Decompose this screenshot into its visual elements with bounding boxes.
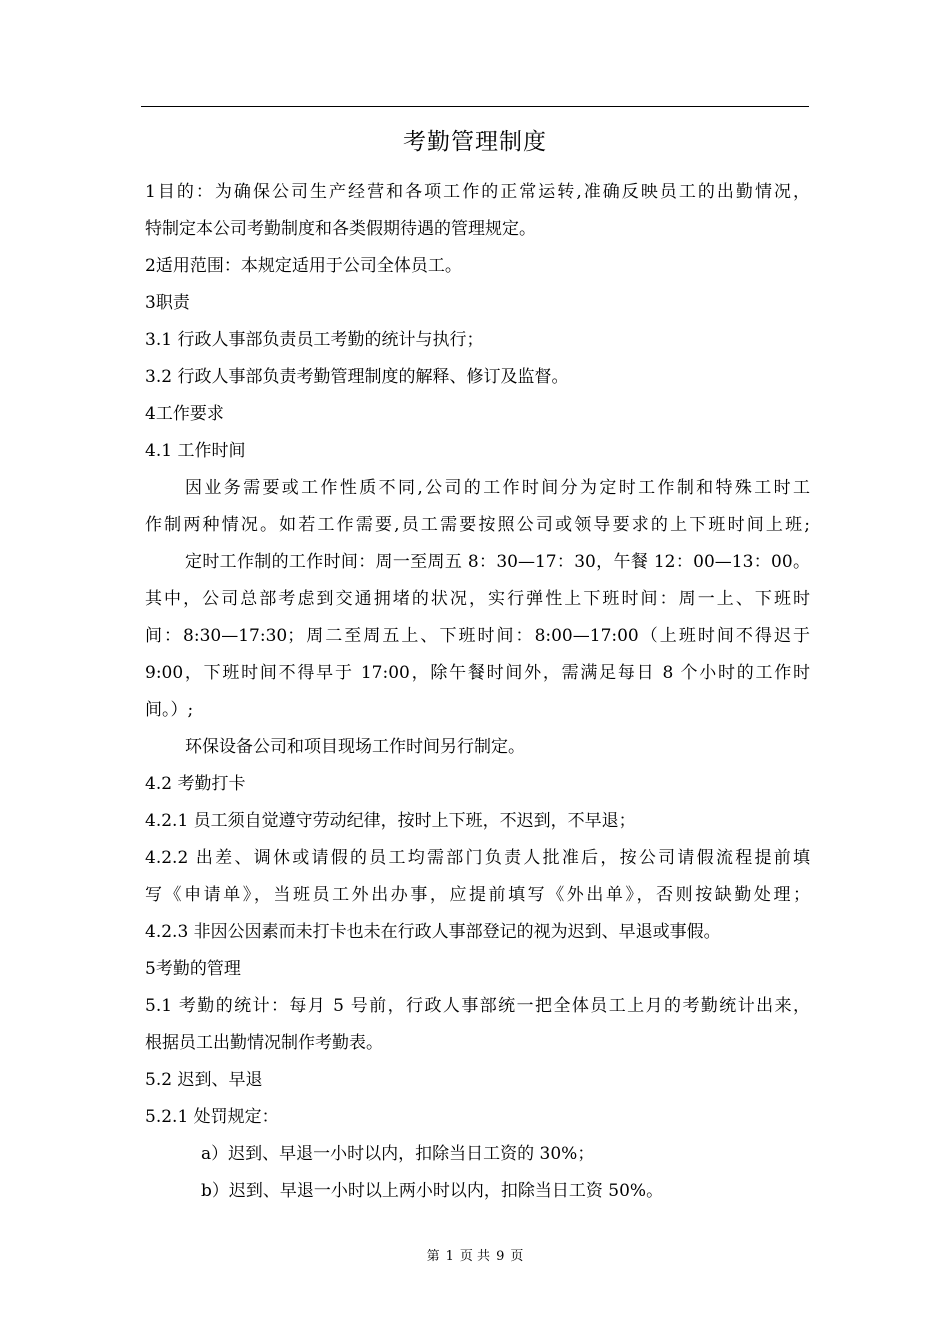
paragraph-line: 根据员工出勤情况制作考勤表。 (145, 1033, 383, 1053)
paragraph-line: 3.1 行政人事部负责员工考勤的统计与执行； (145, 330, 484, 350)
list-item: b）迟到、早退一小时以上两小时以内，扣除当日工资 50%。 (201, 1181, 664, 1201)
paragraph-line: 间：8:30—17:30；周二至周五上、下班时间：8:00—17:00（上班时间不得迟于 (145, 626, 810, 646)
section-heading: 4工作要求 (145, 404, 224, 424)
paragraph-line: 4.2.1 员工须自觉遵守劳动纪律，按时上下班，不迟到，不早退； (145, 811, 636, 831)
footer-suffix: 页 (510, 1249, 524, 1264)
footer-prefix: 第 (426, 1249, 440, 1264)
footer-middle: 页 共 (459, 1249, 491, 1264)
page-title: 考勤管理制度 (403, 129, 547, 155)
section-heading: 3职责 (145, 293, 190, 313)
paragraph-line: 2适用范围：本规定适用于公司全体员工。 (145, 256, 462, 276)
subsection-heading: 5.2 迟到、早退 (145, 1070, 263, 1090)
list-item: a）迟到、早退一小时以内，扣除当日工资的 30%； (201, 1144, 595, 1164)
paragraph-line: 特制定本公司考勤制度和各类假期待遇的管理规定。 (145, 219, 536, 239)
paragraph-line: 环保设备公司和项目现场工作时间另行制定。 (185, 737, 525, 757)
paragraph-line: 9:00，下班时间不得早于 17:00，除午餐时间外，需满足每日 8 个小时的工作时 (145, 663, 810, 683)
paragraph-line: 4.2.2 出差、调休或请假的员工均需部门负责人批准后，按公司请假流程提前填 (145, 848, 810, 868)
paragraph-line: 5.1 考勤的统计：每月 5 号前，行政人事部统一把全体员工上月的考勤统计出来， (145, 996, 810, 1016)
header-rule (141, 106, 809, 107)
paragraph-line: 定时工作制的工作时间：周一至周五 8：30—17：30，午餐 12：00—13：00。 (185, 552, 810, 572)
section-heading: 5考勤的管理 (145, 959, 241, 979)
paragraph-line: 3.2 行政人事部负责考勤管理制度的解释、修订及监督。 (145, 367, 569, 387)
paragraph-line: 作制两种情况。如若工作需要,员工需要按照公司或领导要求的上下班时间上班; (145, 515, 810, 535)
page-number: 1 (445, 1249, 454, 1264)
subsection-heading: 4.2 考勤打卡 (145, 774, 246, 794)
paragraph-line: 其中，公司总部考虑到交通拥堵的状况，实行弹性上下班时间：周一上、下班时 (145, 589, 810, 609)
paragraph-line: 写《申请单》，当班员工外出办事，应提前填写《外出单》，否则按缺勤处理； (145, 885, 810, 905)
document-body (145, 174, 810, 1210)
paragraph-line: 1目的：为确保公司生产经营和各项工作的正常运转,准确反映员工的出勤情况， (145, 182, 810, 202)
paragraph-line: 4.2.3 非因公因素而未打卡也未在行政人事部登记的视为迟到、早退或事假。 (145, 922, 721, 942)
page-total: 9 (496, 1249, 505, 1264)
paragraph-line: 间。）; (145, 700, 194, 720)
paragraph-line: 5.2.1 处罚规定： (145, 1107, 279, 1127)
subsection-heading: 4.1 工作时间 (145, 441, 246, 461)
paragraph-line: 因业务需要或工作性质不同,公司的工作时间分为定时工作制和特殊工时工 (185, 478, 810, 498)
page-footer (0, 1247, 950, 1267)
